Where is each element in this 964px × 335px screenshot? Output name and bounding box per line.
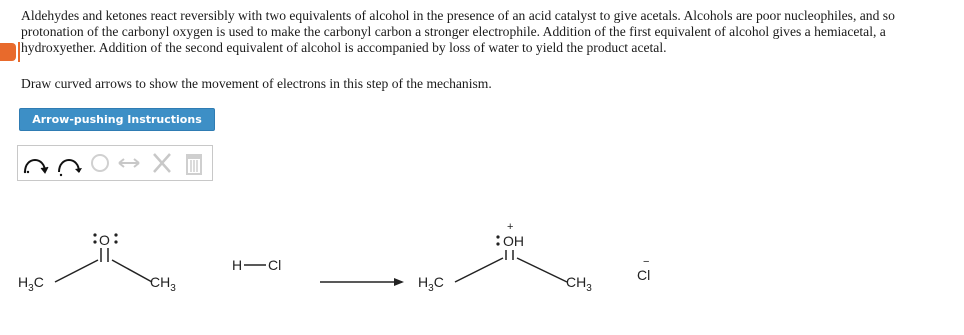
single-headed-arrow-icon[interactable] [54, 148, 84, 178]
product-bond-right [517, 258, 567, 282]
product-charge: + [507, 221, 514, 233]
reactant-oxygen: O [99, 232, 110, 248]
ring-icon[interactable] [88, 148, 112, 178]
reactant-ch3-right: $CH_3$ [150, 274, 176, 294]
intro-paragraph: Aldehydes and ketones react reversibly with two equivalents of alcohol in the presence of an acid catalyst to give acetals. Alcohols are poor nucleophiles, and so protonation of the carbonyl oxygen is used to make the carbonyl carbon a stronger electrophile. Addition of the first equivalent of alcohol gives a hemiacetal, a hydroxyether. Addition of the second equivalent of alcohol is accompanied by loss of water to yield the product acetal. [21, 8, 895, 55]
hcl-h: H [232, 257, 243, 273]
reagent-hcl[interactable] [232, 257, 281, 273]
reaction-scheme [0, 190, 964, 335]
reactant-ch3-left: $H_3C$ [18, 274, 44, 294]
product-bond-left [455, 258, 503, 282]
drawing-toolbar [17, 145, 213, 181]
chloride-counterion[interactable] [637, 256, 650, 283]
question-indicator-line [18, 42, 20, 62]
question-indicator-tab [0, 43, 16, 61]
product-ch3-left: $H_3C$ [418, 274, 444, 294]
double-headed-arrow-icon[interactable] [20, 148, 50, 178]
chloride-label: Cl [637, 267, 651, 283]
delete-x-icon[interactable] [148, 148, 176, 178]
question-prompt: Draw curved arrows to show the movement of electrons in this step of the mechanism. [21, 76, 492, 91]
bond-right [112, 260, 152, 282]
bond-left [55, 260, 98, 282]
product-protonated-acetone[interactable] [418, 221, 592, 294]
product-oxygen: OH [503, 233, 524, 249]
reaction-arrow [320, 278, 404, 286]
hcl-cl: Cl [268, 257, 282, 273]
trash-can-icon[interactable] [180, 148, 208, 178]
arrow-pushing-instructions-button[interactable]: Arrow-pushing Instructions [19, 108, 215, 131]
reactant-acetone[interactable] [18, 232, 176, 294]
resonance-arrow-icon[interactable] [114, 148, 144, 178]
product-ch3-right: $CH_3$ [566, 274, 592, 294]
chloride-charge: − [643, 256, 650, 268]
